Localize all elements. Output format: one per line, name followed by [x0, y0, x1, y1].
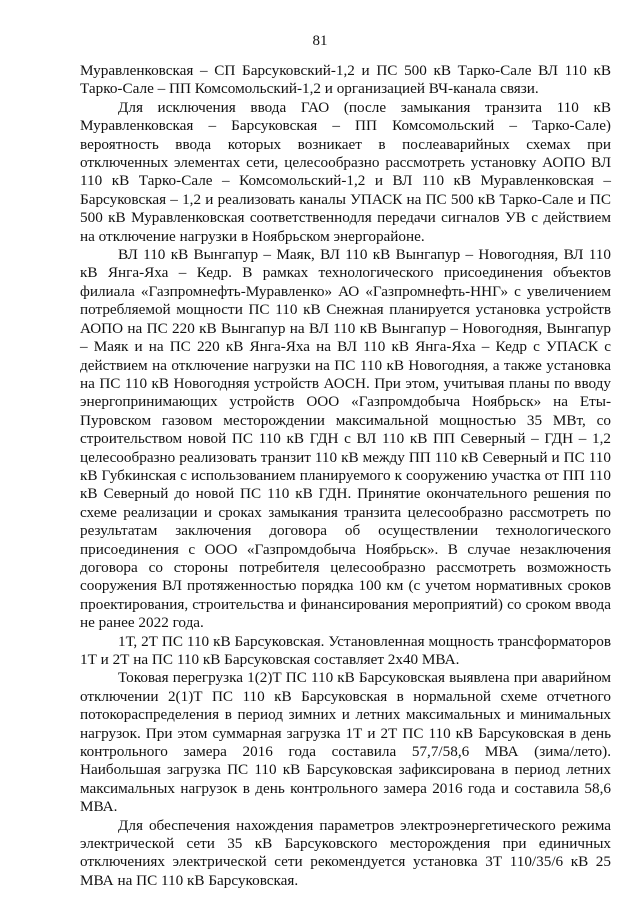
paragraph-gao-exclusion: Для исключения ввода ГАО (после замыкания транзита 110 кВ Муравленковская – Барсуковская – ПП Комсомольский – Тарко-Сале) вероятность ввода которых возникает в послеаварийных схемах при отключенных элементах сети, целесообразно рассмотреть установку АОПО ВЛ 110 кВ Тарко-Сале – Комсомольский-1,2 и ВЛ 110 кВ Муравленковская – Барсуковская – 1,2 и реализовать каналы УПАСК на ПС 500 кВ Тарко-Сале и ПС 500 кВ Муравленковская соответственнодля передачи сигналов УВ с действием на отключение нагрузки в Ноябрьском энергорайоне. — [80, 98, 611, 245]
document-body — [80, 62, 611, 890]
paragraph-continuation: Муравленковская – СП Барсуковский-1,2 и ПС 500 кВ Тарко-Сале ВЛ 110 кВ Тарко-Сале – ПП Комсомольский-1,2 и организацией ВЧ-канала связи. — [80, 62, 611, 98]
page-number: 81 — [312, 33, 328, 49]
paragraph-current-overload: Токовая перегрузка 1(2)Т ПС 110 кВ Барсуковская выявлена при аварийном отключении 2(1)Т ПС 110 кВ Барсуковская в нормальной схеме отчетного потокораспределения в период зимних и летних максимальных и минимальных нагрузок. При этом суммарная загрузка 1Т и 2Т ПС 110 кВ Барсуковская в день контрольного замера 2016 года составила 57,7/58,6 МВА (зима/лето). Наибольшая загрузка ПС 110 кВ Барсуковская зафиксирована в период летних максимальных нагрузок в день контрольного замера 2016 года и составила 58,6 МВА. — [80, 669, 611, 816]
paragraph-transformers-barsukovskaya: 1Т, 2Т ПС 110 кВ Барсуковская. Установленная мощность трансформаторов 1Т и 2Т на ПС 110 кВ Барсуковская составляет 2х40 МВА. — [80, 632, 611, 668]
paragraph-recommendation: Для обеспечения нахождения параметров электроэнергетического режима электрической сети 35 кВ Барсуковского месторождения при единичных отключениях электрической сети рекомендуется установка 3Т 110/35/6 кВ 25 МВА на ПС 110 кВ Барсуковская. — [80, 816, 611, 889]
paragraph-vl-vyngapur: ВЛ 110 кВ Вынгапур – Маяк, ВЛ 110 кВ Вынгапур – Новогодняя, ВЛ 110 кВ Янга-Яха – Кедр. В рамках технологического присоединения объектов филиала «Газпромнефть-Муравленко» АО «Газпромнефть-ННГ» с увеличением потребляемой мощности ПС 110 кВ Снежная планируется установка устройств АОПО на ПС 220 кВ Вынгапур на ВЛ 110 кВ Вынгапур – Новогодняя, Вынгапур – Маяк и на ПС 220 кВ Янга-Яха на ВЛ 110 кВ Янга-Яха – Кедр с УПАСК с действием на отключение нагрузки на ПС 110 кВ Новогодняя, а также установка на ПС 110 кВ Новогодняя устройств АОСН. При этом, учитывая планы по вводу энергопринимающих устройств ООО «Газпромдобыча Ноябрьск» на Еты-Пуровском газовом месторождении максимальной мощностью 35 МВт, со строительством новой ПС 110 кВ ГДН с ВЛ 110 кВ ПП Северный – ГДН – 1,2 целесообразно реализовать транзит 110 кВ между ПП 110 кВ Северный и ПС 110 кВ Губкинская с использованием планируемого к сооружению участка от ПП 110 кВ Северный до новой ПС 110 кВ ГДН. Принятие окончательного решения по схеме реализации и сроках замыкания транзита целесообразно рассмотреть по результатам заключения договора об осуществлении технологического присоединения с ООО «Газпромдобыча Ноябрьск». В случае незаключения договора со стороны потребителя целесообразно рассмотреть возможность сооружения ВЛ протяженностью порядка 100 км (с учетом нормативных сроков проектирования, строительства и финансирования мероприятий) со сроком ввода не ранее 2022 года. — [80, 246, 611, 632]
